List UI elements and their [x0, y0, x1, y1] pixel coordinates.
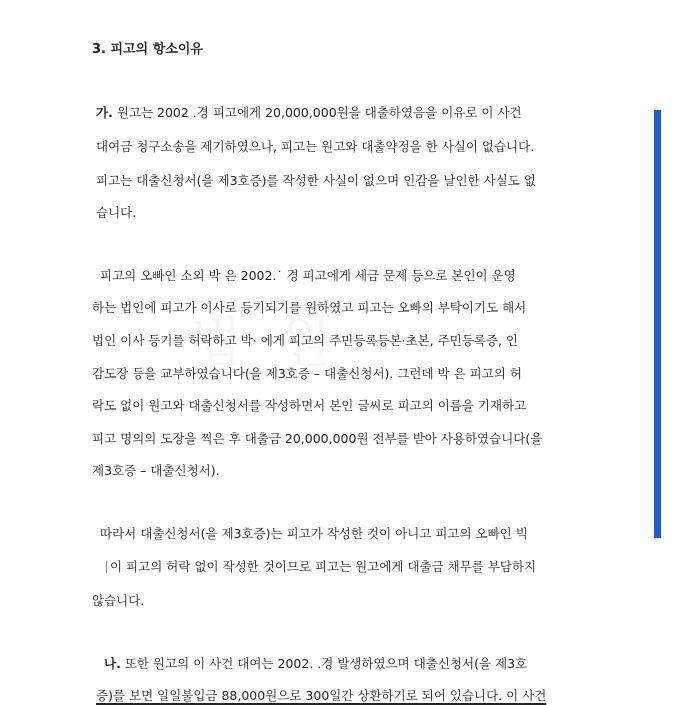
- para-na-line-1: 나. 또한 원고의 이 사건 대여는 2002. .경 발생하였으며 대출신청서(을 제3호: [104, 656, 528, 671]
- section-title: 3. 피고의 항소이유: [92, 42, 203, 57]
- para-brother-line-2: 하는 법인에 피고가 이사로 등기되기를 원하였고 피고는 오빠의 부탁이기도 해서: [92, 300, 527, 315]
- para-ga-line-1: 가. 원고는 2002 .경 피고에게 20,000,000원을 대출하였음을 이유로 이 사건: [96, 105, 522, 120]
- para-ga-line-4: 습니다.: [96, 205, 137, 220]
- para-therefore-line-3: 않습니다.: [92, 593, 145, 608]
- para-brother-line-6: 피고 명의의 도장을 찍은 후 대출금 20,000,000원 전부를 받아 사용하였습니다(을: [92, 431, 543, 446]
- para-brother-line-7: 제3호증 – 대출신청서).: [92, 463, 220, 478]
- para-ga-line-3: 피고는 대출신청서(을 제3호증)를 작성한 사실이 없으며 인감을 날인한 사실도 없: [96, 173, 536, 188]
- para-therefore-line-2: 이 피고의 허락 없이 작성한 것이므로 피고는 원고에게 대출금 채무를 부담하지: [110, 559, 537, 574]
- para-na-label: 나.: [104, 656, 121, 671]
- para-brother-line-3: 법인 이사 등기를 허락하고 박· 에게 피고의 주민등록등본·초본, 주민등록증, 인: [92, 333, 518, 348]
- para-ga-label: 가.: [96, 105, 113, 120]
- para-brother-line-4: 감도장 등을 교부하였습니다(을 제3호증 – 대출신청서). 그런데 박 은 피고의 허: [92, 366, 522, 381]
- para-ga-line-2: 대여금 청구소송을 제기하였으나, 피고는 원고와 대출약정을 한 사실이 없습니다.: [96, 139, 535, 154]
- margin-bar: [654, 110, 661, 538]
- para-brother-line-1: 피고의 오빠인 소외 박 은 2002.˙ 경 피고에게 세금 문제 등으로 본인이 운영: [100, 268, 516, 283]
- para-therefore-line-1: 따라서 대출신청서(을 제3호증)는 피고가 작성한 것이 아니고 피고의 오빠인 빅: [100, 526, 528, 541]
- scan-mark: [106, 561, 107, 573]
- para-na-line-2: 증)를 보면 일일불입금 88,000원으로 300일간 상환하기로 되어 있습니다. 이 사건: [96, 688, 547, 703]
- para-brother-line-5: 락도 없이 원고와 대출신청서를 작성하면서 본인 글씨로 피고의 이름을 기재하고: [92, 398, 527, 413]
